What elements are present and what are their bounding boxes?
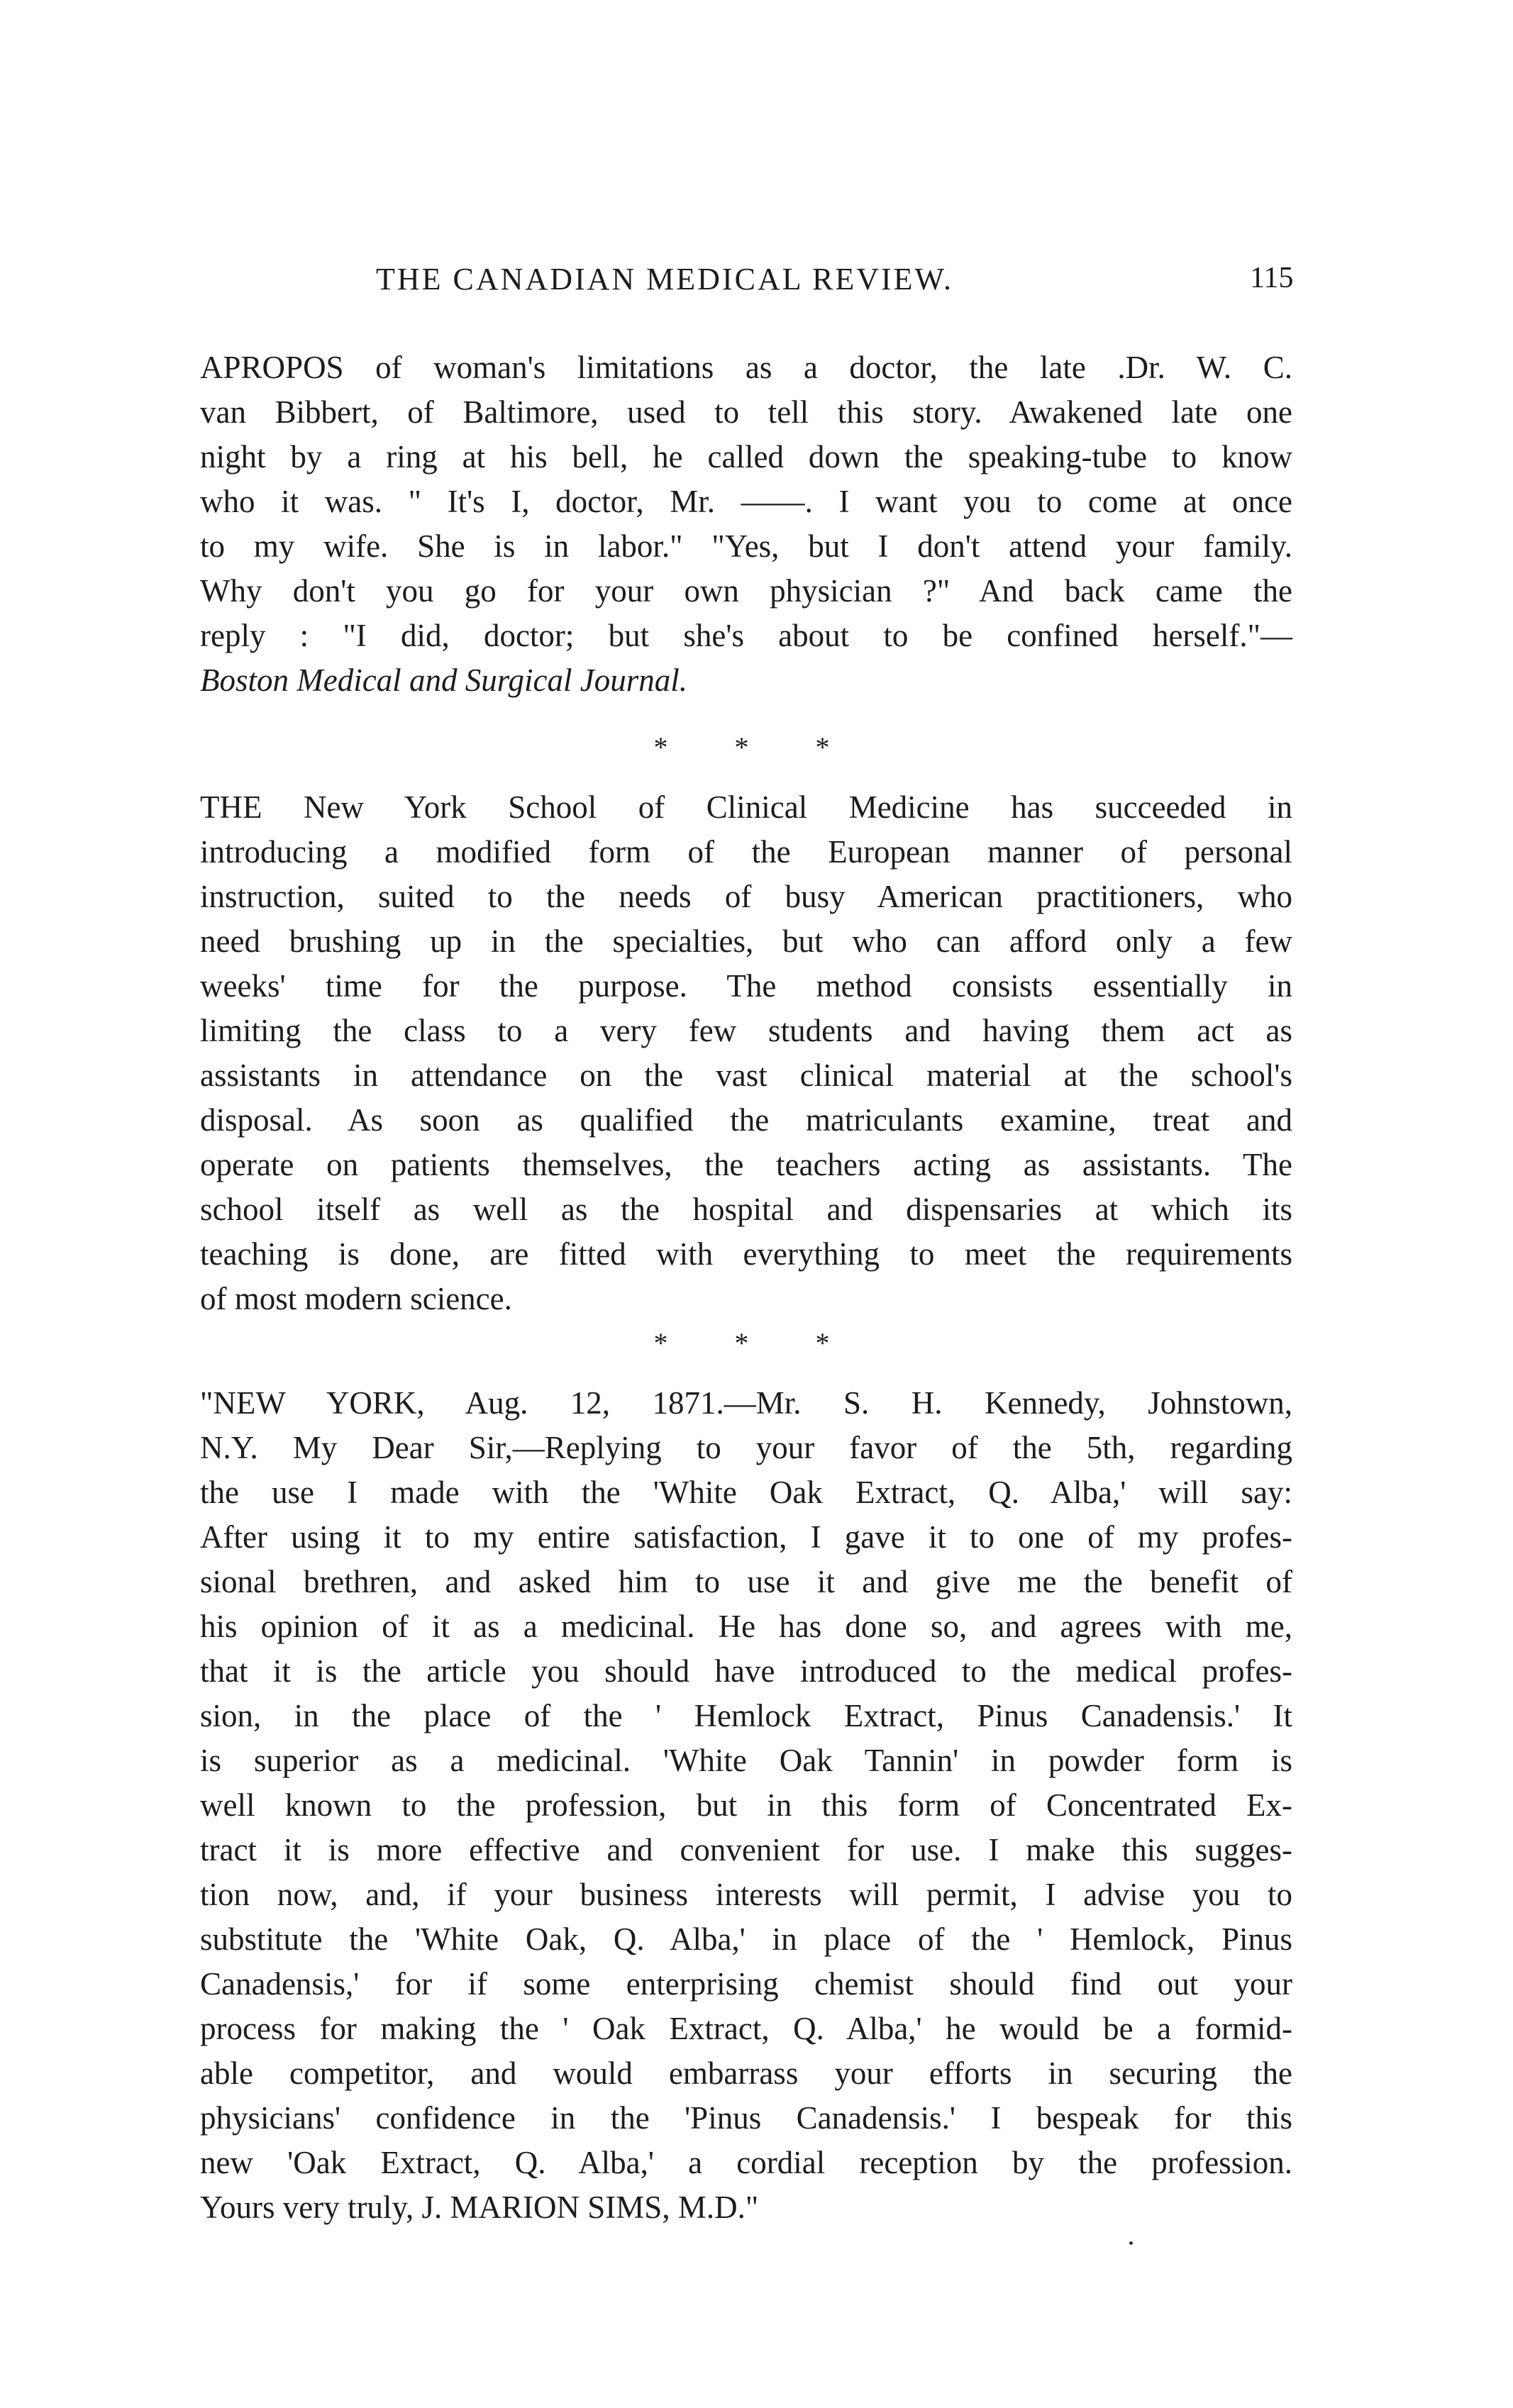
text-line: sional brethren, and asked him to use it and give me the benefit of [200,1564,1292,1599]
journal-citation: Boston Medical and Surgical Journal. [200,662,687,698]
text-line: of most modern science. [200,1281,512,1316]
text-line: operate on patients themselves, the teachers acting as assistants. The [200,1147,1292,1182]
text-line: tract it is more effective and convenient for use. I make this sugges- [200,1832,1292,1868]
text-line: Canadensis,' for if some enterprising chemist should find out your [200,1966,1292,2002]
text-line: limiting the class to a very few students and having them act as [200,1013,1292,1048]
text-line: introducing a modified form of the European manner of personal [200,834,1292,870]
text-line: process for making the ' Oak Extract, Q. Alba,' he would be a formid- [200,2011,1292,2046]
print-speck [1129,2241,1133,2245]
text-line: teaching is done, are fitted with everything to meet the requirements [200,1236,1292,1272]
text-line: able competitor, and would embarrass your efforts in securing the [200,2055,1292,2091]
text-line: is superior as a medicinal. 'White Oak Tannin' in powder form is [200,1743,1292,1778]
text-line: his opinion of it as a medicinal. He has done so, and agrees with me, [200,1609,1292,1644]
text-line: who it was. " It's I, doctor, Mr. ——. I want you to come at once [200,484,1292,519]
page-number: 115 [1250,262,1294,294]
text-line: Why don't you go for your own physician ?" And back came the [200,573,1292,609]
text-line: well known to the profession, but in this form of Concentrated Ex- [200,1787,1292,1823]
text-line: After using it to my entire satisfaction, I gave it to one of my profes- [200,1519,1292,1555]
text-line: disposal. As soon as qualified the matriculants examine, treat and [200,1102,1292,1138]
text-line: "NEW YORK, Aug. 12, 1871.—Mr. S. H. Kennedy, Johnstown, [200,1385,1292,1421]
text-line: THE New York School of Clinical Medicine has succeeded in [200,789,1292,825]
text-line: that it is the article you should have introduced to the medical profes- [200,1653,1292,1689]
text-line: new 'Oak Extract, Q. Alba,' a cordial reception by the profession. [200,2145,1292,2180]
text-line: the use I made with the 'White Oak Extract, Q. Alba,' will say: [200,1475,1292,1510]
text-line: sion, in the place of the ' Hemlock Extract, Pinus Canadensis.' It [200,1698,1292,1733]
text-line: to my wife. She is in labor." "Yes, but I don't attend your family. [200,528,1292,564]
running-head: THE CANADIAN MEDICAL REVIEW. [376,262,953,296]
text-line: instruction, suited to the needs of busy American practitioners, who [200,879,1292,914]
text-line: school itself as well as the hospital and dispensaries at which its [200,1192,1292,1227]
text-line: night by a ring at his bell, he called down the speaking-tube to know [200,439,1292,475]
text-line: reply : "I did, doctor; but she's about to be confined herself."— [200,618,1292,653]
text-line: N.Y. My Dear Sir,—Replying to your favor of the 5th, regarding [200,1430,1292,1465]
section-separator: * * * [653,1327,860,1359]
text-line: van Bibbert, of Baltimore, used to tell this story. Awakened late one [200,394,1292,430]
text-line: APROPOS of woman's limitations as a doctor, the late .Dr. W. C. [200,350,1292,385]
letter-signature-line: Yours very truly, J. MARION SIMS, M.D." [200,2190,759,2225]
text-line: weeks' time for the purpose. The method consists essentially in [200,968,1292,1004]
section-separator: * * * [653,731,860,763]
text-line: need brushing up in the specialties, but who can afford only a few [200,923,1292,959]
text-line: assistants in attendance on the vast clinical material at the school's [200,1058,1292,1093]
text-line: physicians' confidence in the 'Pinus Canadensis.' I bespeak for this [200,2100,1292,2136]
text-line: tion now, and, if your business interests will permit, I advise you to [200,1877,1292,1912]
text-line: substitute the 'White Oak, Q. Alba,' in place of the ' Hemlock, Pinus [200,1921,1292,1957]
